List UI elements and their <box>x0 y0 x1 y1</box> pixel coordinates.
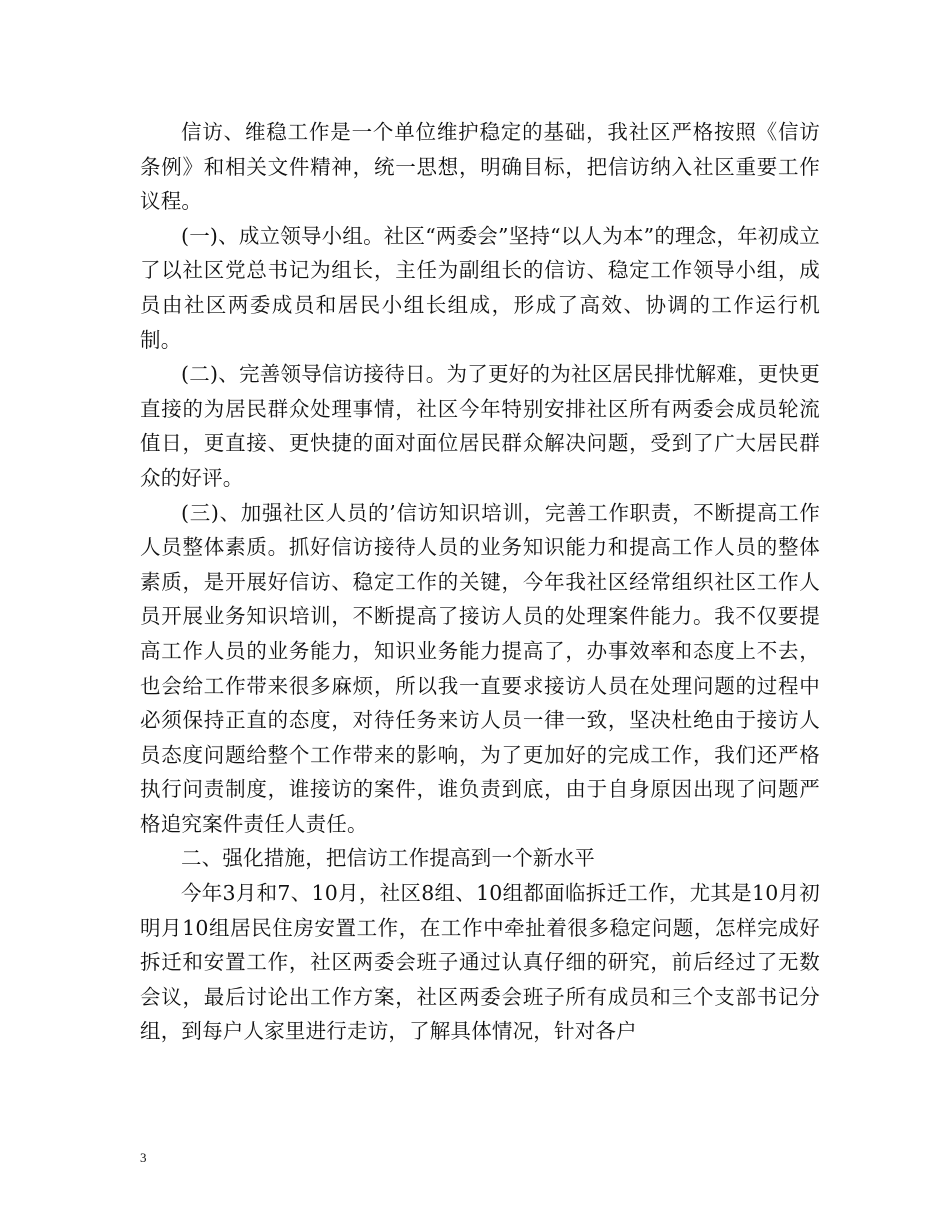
paragraph-leadership-group: (一)、成立领导小组。社区“两委会”坚持“以人为本”的理念，年初成立了以社区党总书记为组长，主任为副组长的信访、稳定工作领导小组，成员由社区两委成员和居民小组长组成，形成了高效、协调的工作运行机制。 <box>140 223 820 352</box>
body-text <box>140 115 820 1049</box>
paragraph-intro: 信访、维稳工作是一个单位维护稳定的基础，我社区严格按照《信访条例》和相关文件精神，统一思想，明确目标，把信访纳入社区重要工作议程。 <box>140 120 820 214</box>
section-heading: 二、强化措施，把信访工作提高到一个新水平 <box>181 846 595 871</box>
paragraph-training: (三)、加强社区人员的’信访知识培训，完善工作职责，不断提高工作人员整体素质。抓好信访接待人员的业务知识能力和提高工作人员的整体素质，是开展好信访、稳定工作的关键，今年我社区经常组织社区工作人员开展业务知识培训，不断提高了接访人员的处理案件能力。我不仅要提高工作人员的业务能力，知识业务能力提高了，办事效率和态度上不去，也会给工作带来很多麻烦，所以我一直要求接访人员在处理问题的过程中必须保持正直的态度，对待任务来访人员一律一致，坚决杜绝由于接访人员态度问题给整个工作带来的影响，为了更加好的完成工作，我们还严格执行问责制度，谁接访的案件，谁负责到底，由于自身原因出现了问题严格追究案件责任人责任。 <box>140 500 820 836</box>
paragraph-reception-day: (二)、完善领导信访接待日。为了更好的为社区居民排忧解难，更快更直接的为居民群众处理事情，社区今年特别安排社区所有两委会成员轮流值日，更直接、更快捷的面对面位居民群众解决问题，受到了广大居民群众的好评。 <box>140 362 820 490</box>
paragraph-demolition: 今年3月和7、10月，社区8组、10组都面临拆迁工作，尤其是10月初明月10组居民住房安置工作，在工作中牵扯着很多稳定问题，怎样完成好拆迁和安置工作，社区两委会班子通过认真仔细的研究，前后经过了无数会议，最后讨论出工作方案，社区两委会班子所有成员和三个支部书记分组，到每户人家里进行走访，了解具体情况，针对各户 <box>140 881 820 1044</box>
page-number: 3 <box>140 1150 147 1165</box>
